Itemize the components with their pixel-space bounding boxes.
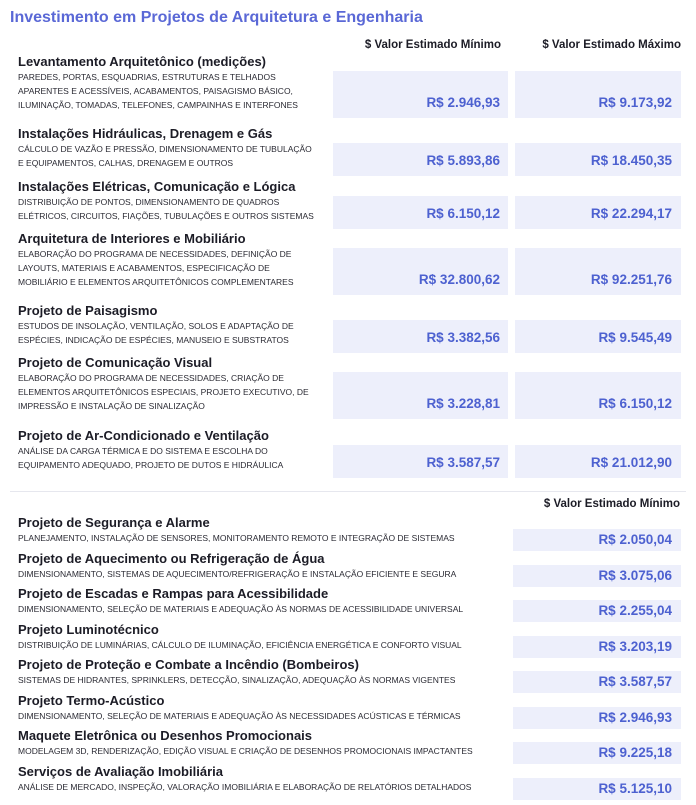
min-value: R$ 3.587,57 bbox=[598, 674, 672, 689]
min-value-cell bbox=[333, 143, 508, 176]
min-value-cell bbox=[513, 671, 681, 693]
description-line: ELÉTRICOS, CIRCUITOS, FIAÇÕES, TUBULAÇÕES E OUTROS SISTEMAS bbox=[18, 211, 314, 221]
description-line: EQUIPAMENTO ADEQUADO, PROJETO DE DUTOS E HIDRÁULICA bbox=[18, 460, 284, 470]
min-value: R$ 2.255,04 bbox=[598, 603, 672, 618]
max-value: R$ 18.450,35 bbox=[590, 153, 672, 168]
min-value-cell bbox=[513, 778, 681, 800]
max-value-cell bbox=[515, 372, 681, 419]
description-line: MOBILIÁRIO E ELEMENTOS ARQUITETÔNICOS COMPLEMENTARES bbox=[18, 277, 294, 287]
min-value: R$ 3.382,56 bbox=[426, 330, 500, 345]
service-row bbox=[0, 586, 696, 622]
service-title: Levantamento Arquitetônico (medições) bbox=[18, 54, 266, 69]
service-row bbox=[0, 428, 696, 478]
service-title: Projeto de Aquecimento ou Refrigeração de Água bbox=[18, 550, 325, 566]
description-line: APARENTES E ACESSÍVEIS, ACABAMENTOS, PAISAGISMO BÁSICO, bbox=[18, 86, 293, 96]
service-title: Projeto de Proteção e Combate a Incêndio (Bombeiros) bbox=[18, 657, 359, 672]
max-value: R$ 21.012,90 bbox=[590, 455, 672, 470]
service-row bbox=[0, 728, 696, 764]
min-value-cell bbox=[333, 71, 508, 118]
section-divider bbox=[10, 491, 686, 492]
min-value-cell bbox=[513, 742, 681, 764]
description-line: CÁLCULO DE VAZÃO E PRESSÃO, DIMENSIONAMENTO DE TUBULAÇÃO bbox=[18, 144, 312, 154]
min-value-cell bbox=[513, 600, 681, 622]
min-value: R$ 3.228,81 bbox=[426, 396, 500, 411]
service-title: Projeto Termo-Acústico bbox=[18, 692, 165, 708]
max-value: R$ 9.173,92 bbox=[598, 95, 672, 110]
service-description: DISTRIBUIÇÃO DE LUMINÁRIAS, CÁLCULO DE ILUMINAÇÃO, EFICIÊNCIA ENERGÉTICA E CONFORTO VISUAL bbox=[18, 639, 462, 650]
description-line: ELEMENTOS ARQUITETÔNICOS ESPECIAIS, PROJETO EXECUTIVO, DE bbox=[18, 387, 309, 397]
page-title: Investimento em Projetos de Arquitetura e Engenharia bbox=[10, 9, 423, 26]
service-description: SISTEMAS DE HIDRANTES, SPRINKLERS, DETECÇÃO, SINALIZAÇÃO, ADEQUAÇÃO ÀS NORMAS VIGENTES bbox=[18, 675, 456, 685]
service-row bbox=[0, 693, 696, 729]
min-value: R$ 3.203,19 bbox=[598, 638, 672, 654]
column-header-max: $ Valor Estimado Máximo bbox=[542, 39, 681, 51]
max-value-cell bbox=[515, 248, 681, 295]
description-line: PAREDES, PORTAS, ESQUADRIAS, ESTRUTURAS E TELHADOS bbox=[18, 72, 276, 82]
service-row bbox=[0, 231, 696, 295]
service-description bbox=[18, 371, 309, 413]
service-description: ANÁLISE DE MERCADO, INSPEÇÃO, VALORAÇÃO IMOBILIÁRIA E ELABORAÇÃO DE RELATÓRIOS DETALHADOS bbox=[18, 781, 472, 792]
service-title: Serviços de Avaliação Imobiliária bbox=[18, 763, 223, 779]
min-value: R$ 5.893,86 bbox=[426, 153, 500, 168]
service-row bbox=[0, 764, 696, 800]
service-row bbox=[0, 126, 696, 176]
description-line: ILUMINAÇÃO, TOMADAS, TELEFONES, CAMPAINHAS E INTERFONES bbox=[18, 100, 298, 110]
min-value: R$ 5.125,10 bbox=[598, 780, 672, 796]
service-row bbox=[0, 515, 696, 551]
service-title: Projeto de Escadas e Rampas para Acessibilidade bbox=[18, 586, 329, 601]
service-title: Projeto de Comunicação Visual bbox=[18, 355, 213, 370]
service-row bbox=[0, 303, 696, 353]
service-description: DIMENSIONAMENTO, SELEÇÃO DE MATERIAIS E ADEQUAÇÃO ÀS NORMAS DE ACESSIBILIDADE UNIVERSAL bbox=[18, 604, 464, 614]
min-value-cell bbox=[333, 196, 508, 229]
service-row bbox=[0, 622, 696, 658]
service-title: Projeto de Ar-Condicionado e Ventilação bbox=[18, 428, 269, 443]
service-description bbox=[18, 444, 283, 472]
service-row bbox=[0, 657, 696, 693]
max-value: R$ 9.545,49 bbox=[598, 330, 672, 345]
description-line: IMPRESSÃO E INSTALAÇÃO DE SINALIZAÇÃO bbox=[18, 401, 205, 411]
service-description bbox=[18, 142, 312, 170]
service-description bbox=[18, 70, 298, 112]
service-title: Projeto de Paisagismo bbox=[18, 303, 158, 318]
description-line: DISTRIBUIÇÃO DE PONTOS, DIMENSIONAMENTO DE QUADROS bbox=[18, 197, 280, 207]
service-description bbox=[18, 319, 294, 347]
service-title: Arquitetura de Interiores e Mobiliário bbox=[18, 231, 246, 246]
description-line: ELABORAÇÃO DO PROGRAMA DE NECESSIDADES, CRIAÇÃO DE bbox=[18, 373, 284, 383]
max-value-cell bbox=[515, 320, 681, 353]
service-row bbox=[0, 179, 696, 229]
service-description: DIMENSIONAMENTO, SELEÇÃO DE MATERIAIS E ADEQUAÇÃO ÀS NECESSIDADES ACÚSTICAS E TÉRMICAS bbox=[18, 710, 461, 721]
min-value-cell bbox=[333, 320, 508, 353]
min-value-cell bbox=[333, 372, 508, 419]
max-value-cell bbox=[515, 143, 681, 176]
description-line: ESPÉCIES, INDICAÇÃO DE ESPÉCIES, MANUSEIO E SUBSTRATOS bbox=[18, 335, 289, 345]
max-value-cell bbox=[515, 445, 681, 478]
max-value: R$ 6.150,12 bbox=[598, 396, 672, 411]
max-value: R$ 92.251,76 bbox=[590, 272, 672, 287]
service-description: DIMENSIONAMENTO, SISTEMAS DE AQUECIMENTO/REFRIGERAÇÃO E INSTALAÇÃO EFICIENTE E SEGURA bbox=[18, 568, 457, 579]
min-value: R$ 2.050,04 bbox=[598, 532, 672, 547]
service-row bbox=[0, 54, 696, 118]
service-description: PLANEJAMENTO, INSTALAÇÃO DE SENSORES, MONITORAMENTO REMOTO E INTEGRAÇÃO DE SISTEMAS bbox=[18, 533, 455, 543]
min-value: R$ 32.800,62 bbox=[418, 272, 500, 287]
description-line: ELABORAÇÃO DO PROGRAMA DE NECESSIDADES, DEFINIÇÃO DE bbox=[18, 249, 292, 259]
min-value: R$ 2.946,93 bbox=[598, 709, 672, 725]
max-value: R$ 22.294,17 bbox=[590, 206, 672, 221]
max-value-cell bbox=[515, 71, 681, 118]
min-value: R$ 9.225,18 bbox=[598, 745, 672, 760]
min-value-cell bbox=[513, 529, 681, 551]
service-row bbox=[0, 355, 696, 419]
max-value-cell bbox=[515, 196, 681, 229]
service-title: Projeto Luminotécnico bbox=[18, 621, 159, 637]
min-value: R$ 6.150,12 bbox=[426, 206, 500, 221]
description-line: E EQUIPAMENTOS, CALHAS, DRENAGEM E OUTROS bbox=[18, 158, 234, 168]
service-row bbox=[0, 551, 696, 587]
min-value: R$ 2.946,93 bbox=[426, 95, 500, 110]
description-line: LAYOUTS, MATERIAIS E ACABAMENTOS, ESPECIFICAÇÃO DE bbox=[18, 263, 270, 273]
service-description: MODELAGEM 3D, RENDERIZAÇÃO, EDIÇÃO VISUAL E CRIAÇÃO DE DESENHOS PROMOCIONAIS IMPACTANTES bbox=[18, 746, 473, 756]
min-value: R$ 3.587,57 bbox=[426, 455, 500, 470]
description-line: ESTUDOS DE INSOLAÇÃO, VENTILAÇÃO, SOLOS E ADAPTAÇÃO DE bbox=[18, 321, 294, 331]
service-title: Instalações Hidráulicas, Drenagem e Gás bbox=[18, 126, 273, 141]
service-title: Maquete Eletrônica ou Desenhos Promocionais bbox=[18, 728, 313, 743]
service-description bbox=[18, 195, 314, 223]
column-header-min-secondary: $ Valor Estimado Mínimo bbox=[543, 498, 680, 510]
min-value-cell bbox=[333, 445, 508, 478]
column-header-min: $ Valor Estimado Mínimo bbox=[364, 39, 501, 51]
min-value-cell bbox=[513, 707, 681, 729]
service-title: Projeto de Segurança e Alarme bbox=[18, 515, 210, 530]
service-title: Instalações Elétricas, Comunicação e Lógica bbox=[18, 179, 296, 194]
description-line: ANÁLISE DA CARGA TÉRMICA E DO SISTEMA E ESCOLHA DO bbox=[18, 446, 268, 456]
min-value-cell bbox=[513, 565, 681, 587]
min-value-cell bbox=[513, 636, 681, 658]
min-value: R$ 3.075,06 bbox=[598, 567, 672, 583]
service-description bbox=[18, 247, 294, 289]
min-value-cell bbox=[333, 248, 508, 295]
